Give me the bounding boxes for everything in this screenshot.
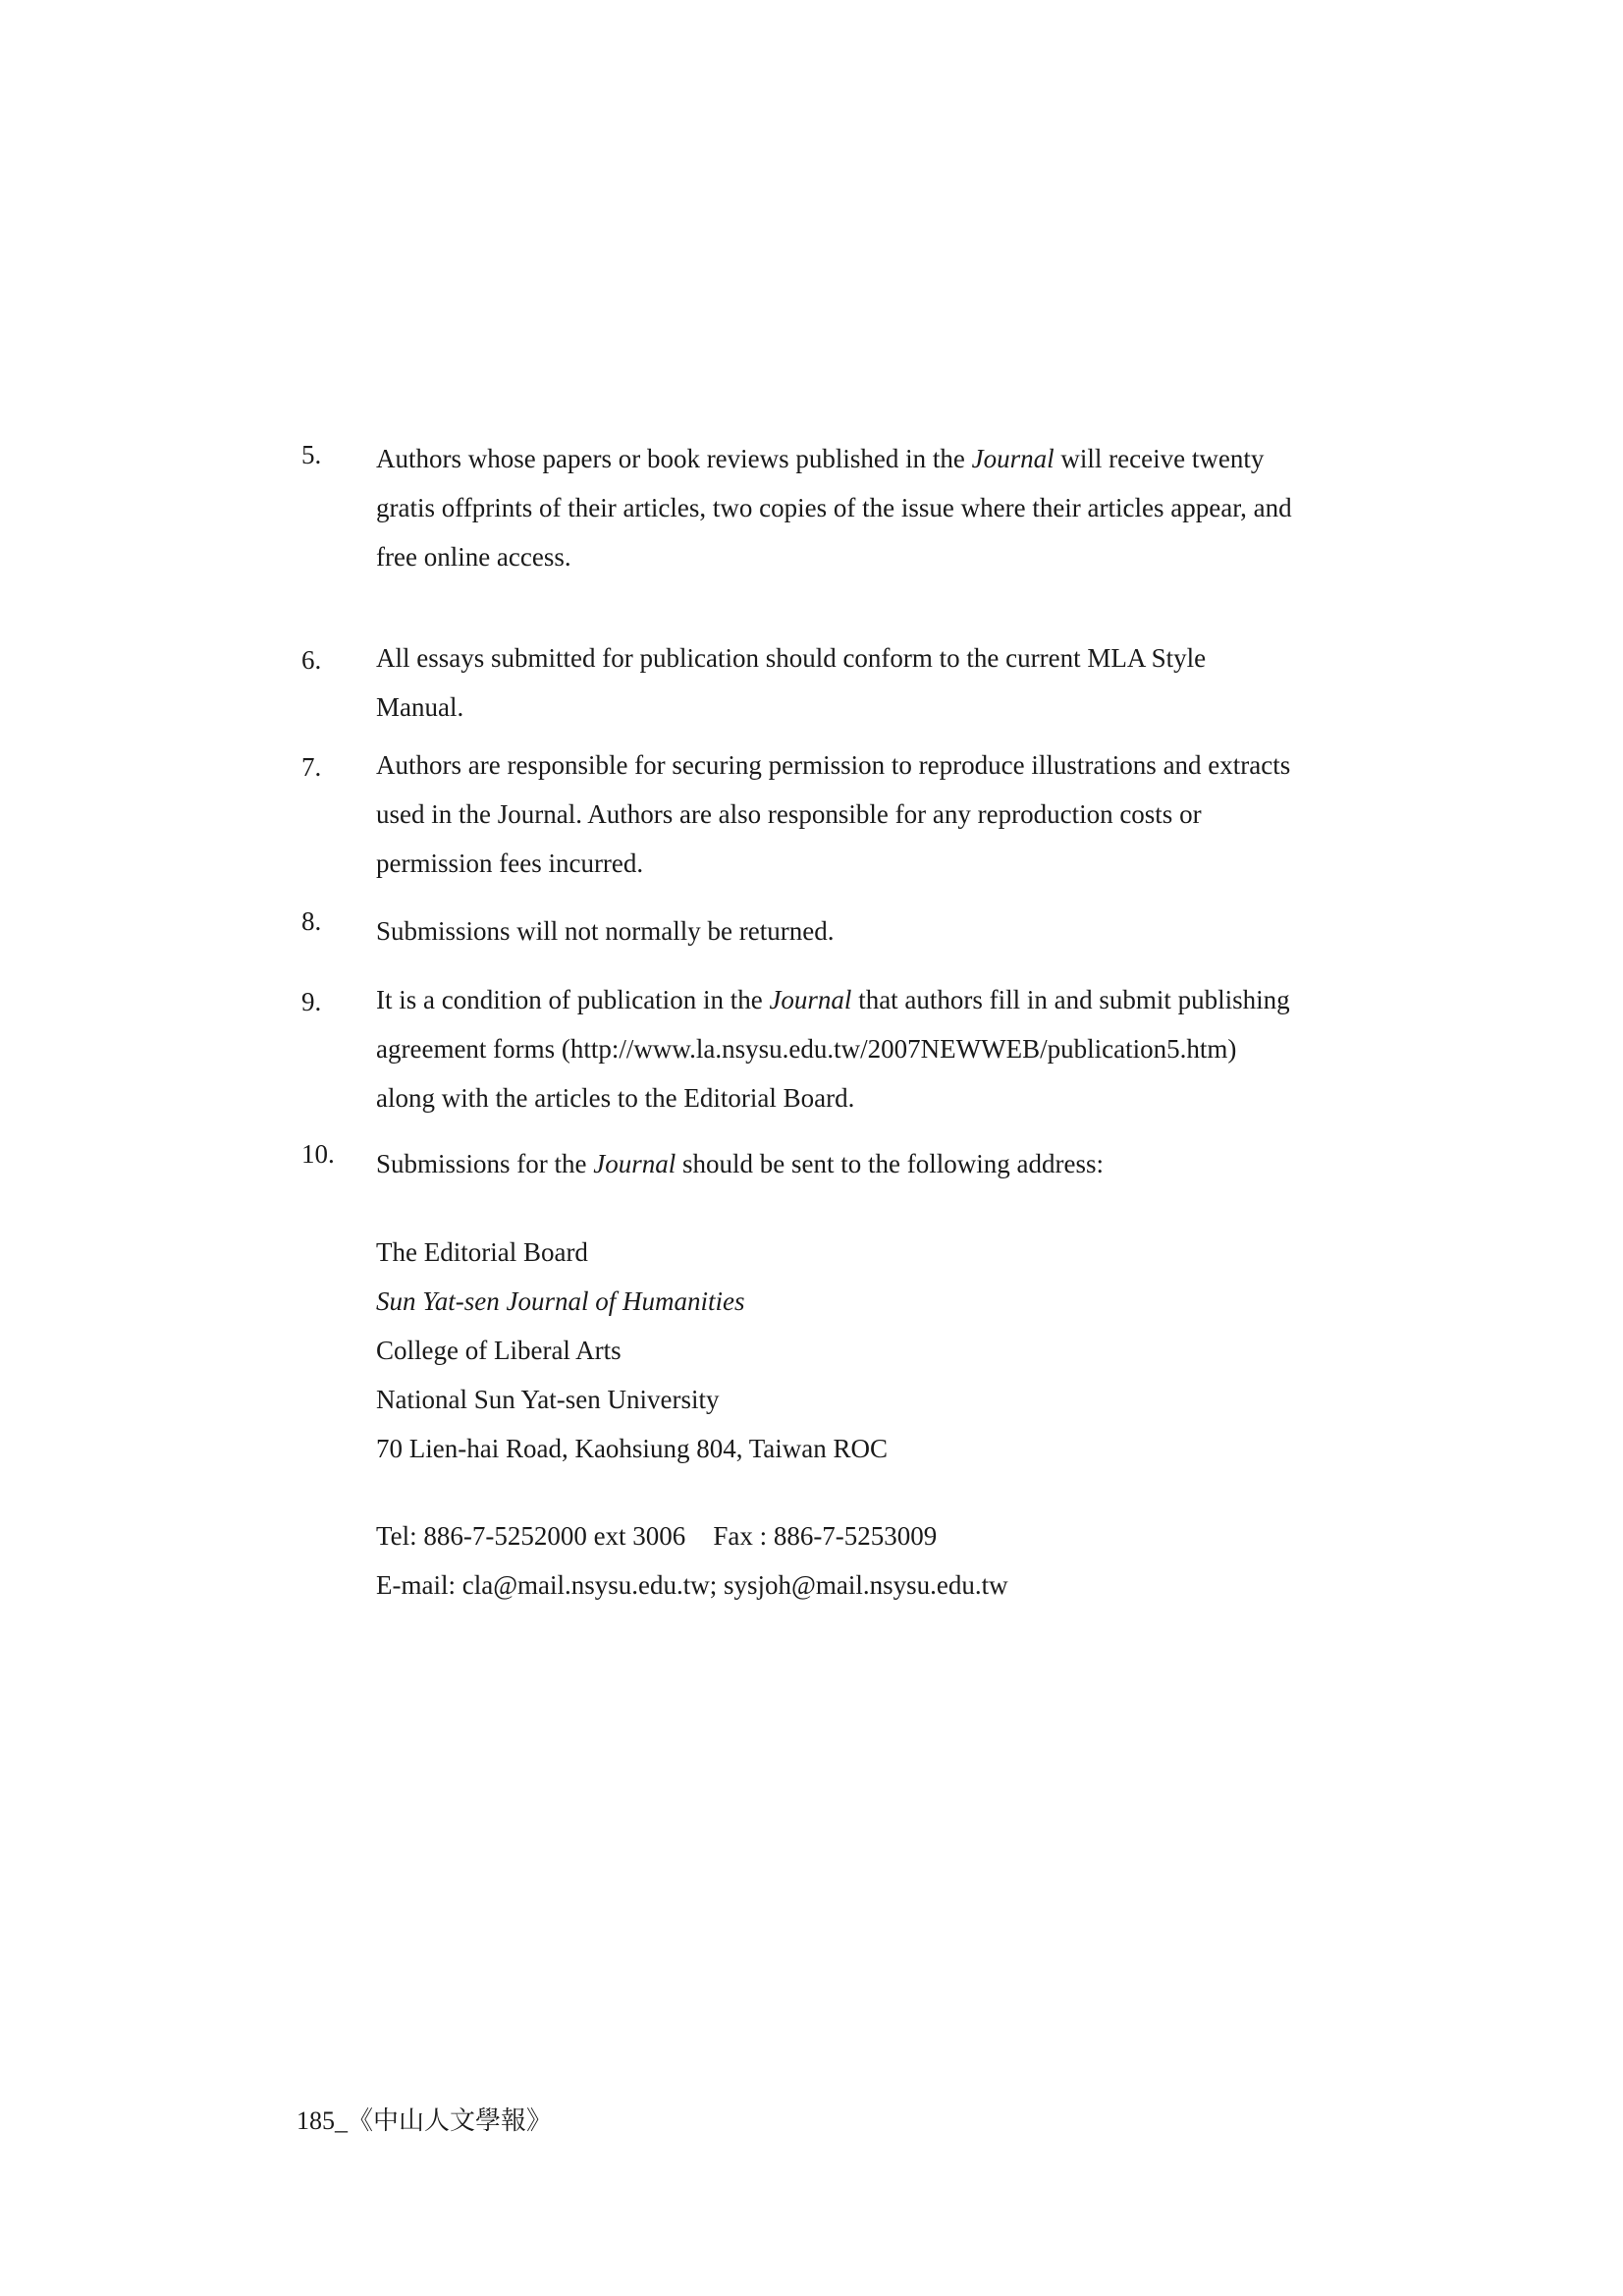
text-line: Authors are responsible for securing permission to reproduce illustrations and extracts [376,750,1291,780]
text-line: free online access. [376,542,571,572]
item-text [376,906,1358,956]
contact-info [376,1511,1008,1610]
text-line: gratis offprints of their articles, two copies of the issue where their articles appear, and [376,493,1292,522]
item-number: 7. [301,752,322,782]
phone-fax-line [376,1511,1008,1560]
email-line: E-mail: cla@mail.nsysu.edu.tw; sysjoh@mail.nsysu.edu.tw [376,1570,1008,1600]
item-number: 9. [301,987,322,1016]
page-number: 185 [297,2106,335,2135]
address-board: The Editorial Board [376,1237,588,1267]
text-line: Submissions will not normally be returned. [376,916,835,946]
item-text [376,434,1358,581]
phone-number: Tel: 886-7-5252000 ext 3006 [376,1521,686,1551]
item-number: 6. [301,645,322,675]
item-text [376,1139,1358,1188]
item-number: 10. [301,1139,335,1169]
item-number: 5. [301,440,322,469]
fax-number: Fax : 886-7-5253009 [713,1521,938,1551]
text-line: permission fees incurred. [376,848,644,878]
item-text [376,633,1358,732]
text-line: agreement forms (http://www.la.nsysu.edu.tw/2007NEWWEB/publication5.htm) [376,1034,1237,1064]
text-line: It is a condition of publication in the Journal that authors fill in and submit publishing [376,985,1290,1014]
address-journal: Sun Yat-sen Journal of Humanities [376,1286,745,1316]
text-line: All essays submitted for publication should conform to the current MLA Style [376,643,1207,673]
mailing-address [376,1228,888,1473]
text-line: Authors whose papers or book reviews published in the Journal will receive twenty [376,444,1265,473]
item-text [376,740,1358,888]
page-footer [297,2105,552,2138]
item-number: 8. [301,906,322,936]
item-text [376,975,1358,1122]
address-college: College of Liberal Arts [376,1336,622,1365]
address-university: National Sun Yat-sen University [376,1385,720,1414]
text-line: used in the Journal. Authors are also responsible for any reproduction costs or [376,799,1202,829]
text-line: Submissions for the Journal should be sent to the following address: [376,1149,1104,1178]
address-street: 70 Lien-hai Road, Kaohsiung 804, Taiwan ROC [376,1434,889,1463]
journal-name: _《中山人文學報》 [335,2106,553,2135]
text-line: along with the articles to the Editorial Board. [376,1083,855,1113]
text-line: Manual. [376,692,464,722]
